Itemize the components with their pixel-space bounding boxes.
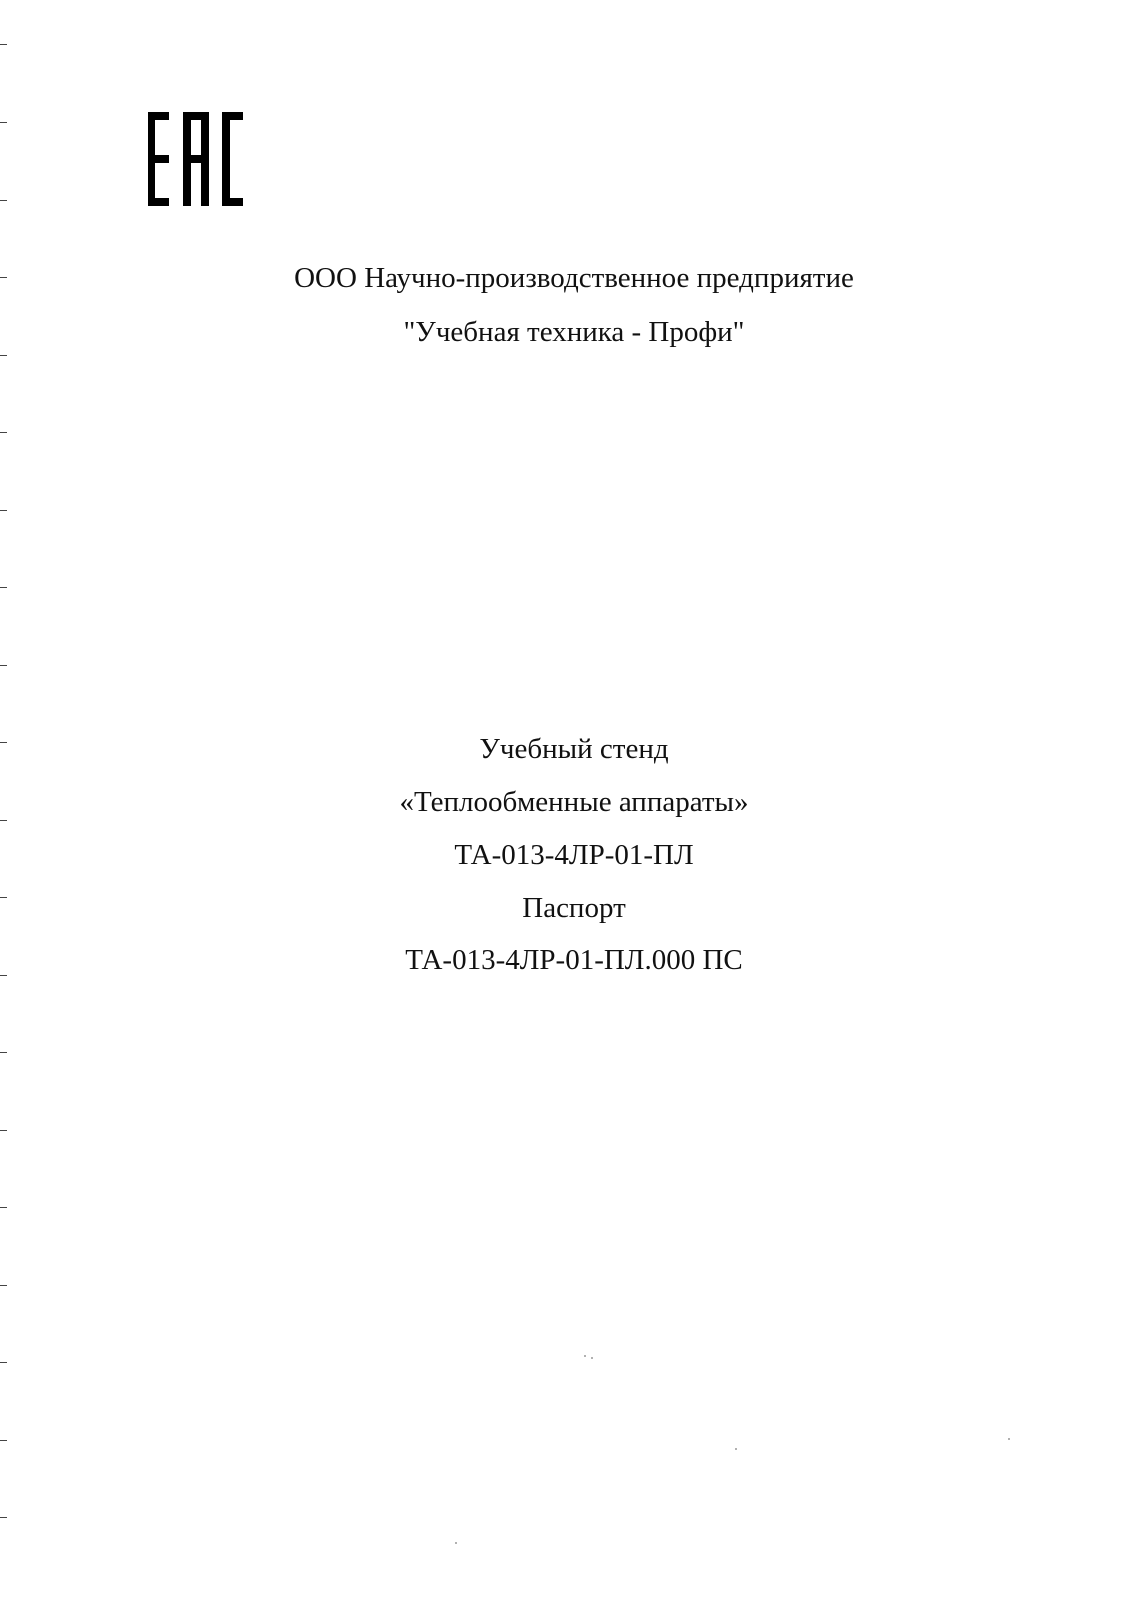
company-line: ООО Научно-производственное предприятие <box>294 262 854 294</box>
product-name: «Теплообменные аппараты» <box>399 786 749 818</box>
document-code: ТА-013-4ЛР-01-ПЛ.000 ПС <box>405 944 743 976</box>
model-designation: ТА-013-4ЛР-01-ПЛ <box>454 839 694 871</box>
document-type: Паспорт <box>522 892 626 924</box>
company-name: "Учебная техника - Профи" <box>403 316 745 348</box>
eac-mark-logo <box>148 112 244 208</box>
product-type: Учебный стенд <box>479 733 669 765</box>
